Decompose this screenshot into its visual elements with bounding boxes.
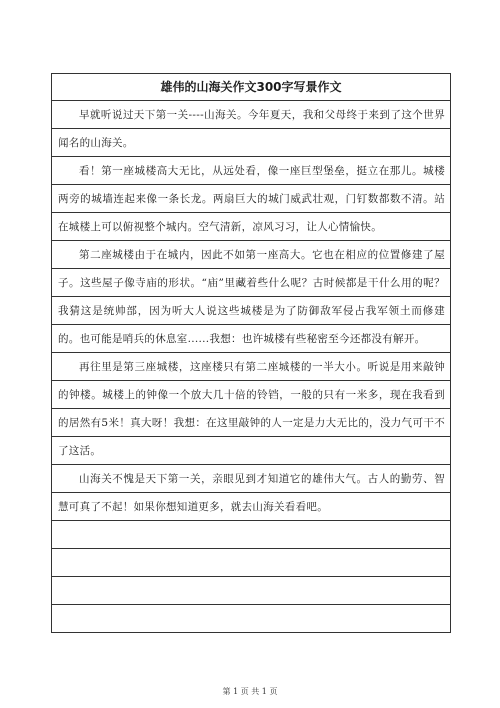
page-footer: 第 1 页 共 1 页	[222, 687, 278, 696]
essay-title: 雄伟的山海关作文300字写景作文	[52, 74, 450, 101]
essay-body	[52, 101, 450, 633]
paragraph: 看！第一座城楼高大无比，从远处看，像一座巨型堡垒，挺立在那儿。城楼两旁的城墙连起来像一条长龙。两扇巨大的城门威武壮观，门钉数都数不清。站在城楼上可以俯视整个城内。空气清新，凉风习习，让人心情愉快。	[58, 165, 445, 233]
paragraph: 再往里是第三座城楼，这座楼只有第二座城楼的一半大小。听说是用来敲钟的钟楼。城楼上的钟像一个放大几十倍的铃铛，一般的只有一米多，现在我看到的居然有5米！真大呀！我想：在这里敲钟的人一定是力大无比的，没力气可干不了这活。	[58, 361, 445, 457]
composition-sheet	[51, 73, 451, 633]
paragraph: 早就听说过天下第一关----山海关。今年夏天，我和父母终于来到了这个世界闻名的山海关。	[58, 109, 445, 149]
paragraph: 第二座城楼由于在城内，因此不如第一座高大。它也在相应的位置修建了屋子。这些屋子像寺庙的形状。“庙”里藏着些什么呢？古时候都是干什么用的呢？我猜这是统帅部，因为听大人说这些城楼是为了防御敌军侵占我军领土而修建的。也可能是哨兵的休息室......我想：也许城楼有些秘密至今还都没有解开。	[58, 249, 445, 345]
paragraph: 山海关不愧是天下第一关，亲眼见到才知道它的雄伟大气。古人的勤劳、智慧可真了不起！如果你想知道更多，就去山海关看看吧。	[58, 473, 445, 513]
